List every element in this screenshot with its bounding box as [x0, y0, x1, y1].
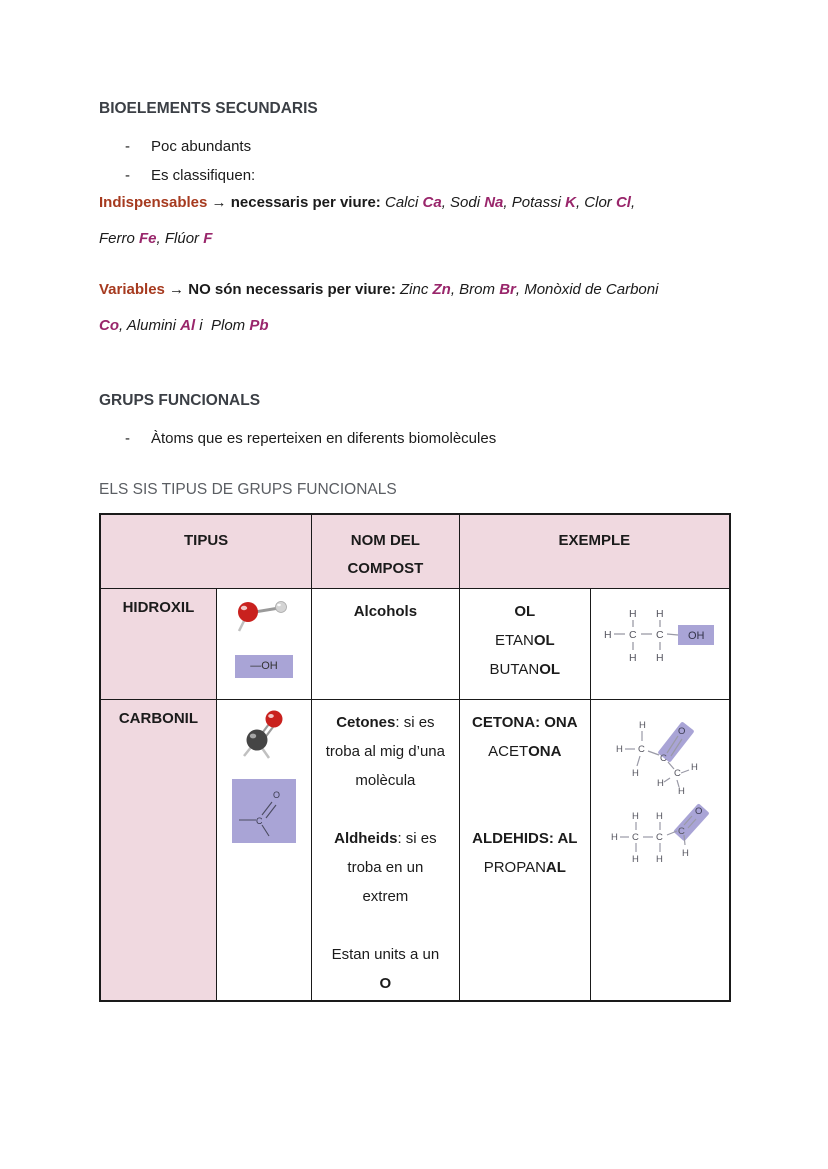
acetone-structure [612, 710, 708, 794]
functional-groups-table [99, 513, 731, 1002]
atom-label: H [616, 743, 623, 755]
text-segment: Cetones [336, 713, 396, 731]
propanal-structure [608, 800, 712, 870]
atom-label: O [695, 805, 703, 817]
text-segment: Al [180, 317, 196, 334]
grups-bullets [99, 424, 731, 453]
text-line [460, 795, 590, 824]
bullet-item: - Àtoms que es reperteixen en diferents biomolècules [99, 424, 731, 453]
atom-label: H [629, 651, 637, 664]
grups-subtitle: ELS SIS TIPUS DE GRUPS FUNCIONALS [99, 481, 397, 498]
atom-label: H [656, 853, 663, 865]
text-segment: F [203, 230, 213, 247]
text-segment: Estan units a un [331, 945, 440, 963]
text-segment: troba en un [347, 858, 424, 876]
text-segment: Aldheids [334, 829, 398, 847]
text-segment: Fe [139, 230, 157, 247]
text-line [460, 626, 590, 655]
text-segment: , Sodi [441, 194, 485, 211]
nom-compost-hidroxil [312, 588, 459, 699]
table-header-row [100, 514, 730, 588]
text-line [460, 853, 590, 882]
atom-label: H [682, 847, 689, 859]
exemple-names-hidroxil [459, 588, 590, 699]
exemple-names-carbonil [459, 699, 590, 1001]
text-line [460, 824, 590, 853]
atom-label: C [632, 831, 639, 843]
text-line [312, 708, 458, 737]
text-segment: Ferro [99, 230, 140, 247]
text-line [460, 708, 590, 737]
text-segment: , Clor [575, 194, 616, 211]
atom-label: C [656, 831, 663, 843]
tipus-label-carbonil: CARBONIL [100, 699, 216, 1001]
atom-label: H [657, 777, 664, 789]
atom-label: OH [688, 629, 705, 642]
paragraph-indispensables [99, 185, 731, 257]
tipus-label-hidroxil: HIDROXIL [100, 588, 216, 699]
atom-label: O [678, 725, 686, 737]
text-segment: Zn [432, 281, 451, 298]
text-segment: K [565, 194, 576, 211]
atom-label: H [678, 785, 685, 794]
atom-label: C [674, 767, 681, 779]
text-segment: : si es [397, 829, 437, 847]
atom-label: H [604, 628, 612, 641]
text-line [312, 737, 458, 766]
text-segment: Br [499, 281, 516, 298]
text-segment: Cl [615, 194, 631, 211]
table-row-carbonil [100, 699, 730, 1001]
text-segment: BUTAN [489, 660, 540, 678]
ethanol-structure [594, 601, 726, 667]
text-line [460, 655, 590, 684]
paragraph-variables [99, 272, 731, 344]
text-segment: ONA [528, 742, 562, 760]
header-nom-del-compost: NOM DEL COMPOST [312, 514, 459, 588]
carbonil-structure-cell [591, 699, 730, 1001]
text-line [99, 221, 731, 257]
atom-label: H [691, 761, 698, 773]
text-segment: OL [514, 602, 536, 620]
text-segment: Na [484, 194, 504, 211]
atom-label: O [273, 789, 281, 800]
text-line [312, 969, 458, 998]
text-line [460, 737, 590, 766]
text-segment: , Alumini [119, 317, 181, 334]
atom-label: H [629, 607, 637, 620]
atom-label: H [656, 651, 664, 664]
atom-label: H [632, 853, 639, 865]
atom-label: H [611, 831, 618, 843]
text-segment: Co [99, 317, 119, 334]
text-segment: Indispensables [99, 194, 208, 211]
text-line [99, 272, 731, 308]
header-tipus: TIPUS [100, 514, 312, 588]
text-line [312, 597, 458, 626]
atom-label: H [639, 719, 646, 731]
text-line [312, 940, 458, 969]
text-segment: , Flúor [156, 230, 204, 247]
atom-label: H [632, 810, 639, 822]
hydroxyl-group-badge [235, 655, 293, 678]
bioelements-bullets [99, 132, 731, 190]
text-segment: troba al mig d’una [325, 742, 445, 760]
text-line [312, 853, 458, 882]
atom-label: H [632, 767, 639, 779]
text-segment: necessaris per viure: [230, 194, 385, 211]
carbonil-icons-cell [216, 699, 311, 1001]
hidroxil-icons-cell [216, 588, 311, 699]
text-segment: Variables [99, 281, 165, 298]
text-segment: , Monòxid de Carboni [515, 281, 659, 298]
text-segment: ACET [488, 742, 529, 760]
atom-label: C [629, 628, 637, 641]
text-segment: Calci [384, 194, 423, 211]
hidroxil-structure-cell [591, 588, 730, 699]
bullet-item: - Es classifiquen: [99, 161, 731, 190]
atom-label: C [656, 628, 664, 641]
header-exemple: EXEMPLE [459, 514, 730, 588]
text-segment: Zinc [400, 281, 433, 298]
text-segment: i Plom [195, 317, 250, 334]
text-line [460, 766, 590, 795]
atom-label: C [678, 825, 685, 837]
text-segment: , Brom [450, 281, 500, 298]
functional-groups-table-wrap [99, 513, 731, 1002]
text-line [460, 597, 590, 626]
text-line [312, 882, 458, 911]
nom-compost-carbonil [312, 699, 459, 1001]
hydroxyl-molecule-icon [233, 597, 295, 641]
text-line [312, 911, 458, 940]
text-segment: ETAN [494, 631, 534, 649]
text-segment: O [379, 974, 392, 992]
text-line [99, 308, 731, 344]
carbonyl-group-badge [231, 778, 297, 846]
text-segment: Ca [422, 194, 442, 211]
atom-label: C [256, 815, 263, 826]
text-segment: OL [539, 660, 561, 678]
text-segment: AL [545, 858, 566, 876]
atom-label: H [656, 810, 663, 822]
grups-title: GRUPS FUNCIONALS [99, 392, 261, 409]
text-segment: , Potassi [503, 194, 566, 211]
text-segment: → [207, 194, 231, 211]
atom-label: C [660, 752, 667, 764]
bullet-item: - Poc abundants [99, 132, 731, 161]
hydroxyl-badge-label: —OH [250, 660, 278, 672]
atom-label: C [638, 743, 645, 755]
text-segment: , [630, 194, 636, 211]
carbonyl-molecule-icon [238, 708, 290, 764]
text-line [312, 795, 458, 824]
text-segment: NO són necessaris per viure: [188, 281, 400, 298]
table-row-hidroxil [100, 588, 730, 699]
text-segment: OL [533, 631, 555, 649]
text-segment: CETONA: ONA [472, 713, 578, 731]
bioelements-title: BIOELEMENTS SECUNDARIS [99, 100, 318, 117]
text-segment: molècula [355, 771, 416, 789]
text-line [312, 766, 458, 795]
text-line [99, 185, 731, 221]
text-segment: : si es [395, 713, 435, 731]
text-segment: Alcohols [353, 602, 418, 620]
text-segment: Pb [249, 317, 269, 334]
text-segment: ALDEHIDS: AL [472, 829, 578, 847]
atom-label: H [656, 607, 664, 620]
text-segment: → [164, 281, 189, 298]
text-segment: PROPAN [483, 858, 546, 876]
text-line [312, 824, 458, 853]
text-segment: extrem [362, 887, 409, 905]
